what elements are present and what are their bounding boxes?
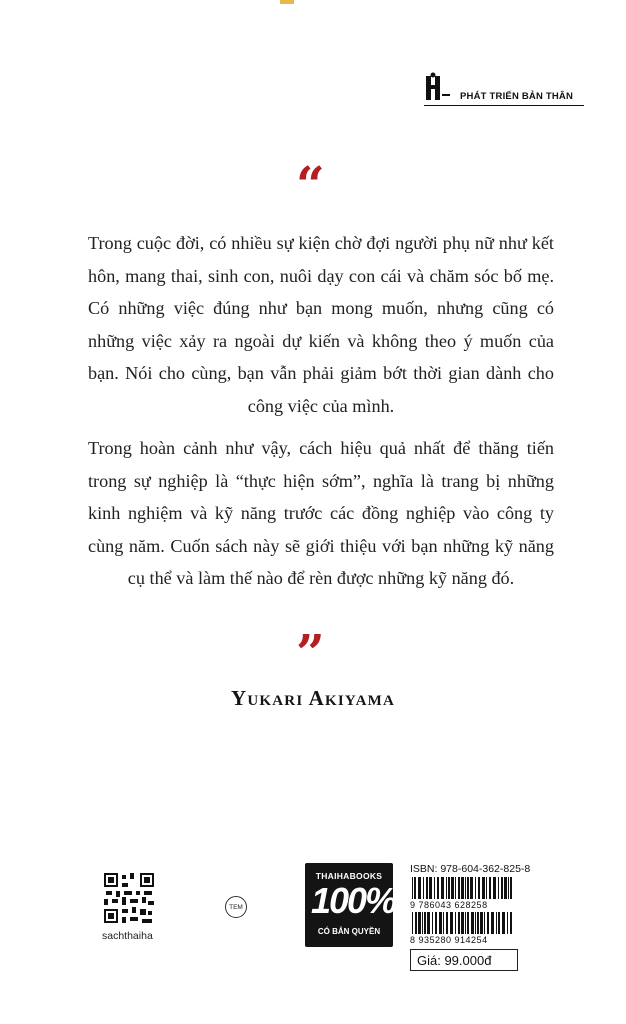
blurb-paragraph-1: Trong cuộc đời, có nhiều sự kiện chờ đợi người phụ nữ như kết hôn, mang thai, sinh con, nuôi dạy con cái và chăm sóc bố mẹ. Có những việc đúng như bạn mong muốn, nhưng cũng có những việc xảy ra ngoài dự kiến và không theo ý muốn của bạn. Nói cho cùng, bạn vẫn phải giảm bớt thời gian dành cho công việc của mình. — [88, 233, 554, 416]
copyright-percent: 100% — [311, 880, 396, 921]
qr-caption: sachthaiha — [102, 930, 153, 942]
author-name: Yukari Akiyama — [230, 686, 395, 710]
price-label: Giá: 99.000đ — [410, 949, 518, 971]
copyright-badge — [305, 863, 396, 947]
tem-stamp: TEM — [225, 896, 247, 918]
top-color-strip — [280, 0, 294, 4]
copyright-subtitle: CÓ BẢN QUYỀN — [317, 927, 381, 936]
publisher-logo-icon — [424, 72, 452, 104]
close-quote-icon: ” — [296, 623, 325, 682]
series-divider — [424, 105, 584, 106]
barcode-block — [410, 863, 531, 971]
isbn-label: ISBN: 978-604-362-825-8 — [410, 863, 531, 875]
product-barcode-number: 8 935280 914254 — [410, 935, 488, 945]
product-barcode-icon — [410, 912, 518, 934]
blurb-paragraph-2: Trong hoàn cảnh như vậy, cách hiệu quả nhất để thăng tiến trong sự nghiệp là “thực hiện sớm”, nghĩa là trang bị những kinh nghiệm và kỹ năng trước các đồng nghiệp vào công ty cùng năm. Cuốn sách này sẽ giới thiệu với bạn những kỹ năng cụ thể và làm thế nào để rèn được những kỹ năng đó. — [88, 438, 554, 588]
series-header — [424, 72, 584, 108]
isbn-barcode-icon — [410, 877, 518, 899]
copyright-brand: THAIHABOOKS — [315, 871, 383, 881]
isbn-barcode-number: 9 786043 628258 — [410, 900, 488, 910]
series-label: PHÁT TRIỂN BẢN THÂN — [460, 91, 574, 102]
qr-code-icon — [104, 873, 154, 923]
open-quote-icon: “ — [296, 155, 325, 214]
